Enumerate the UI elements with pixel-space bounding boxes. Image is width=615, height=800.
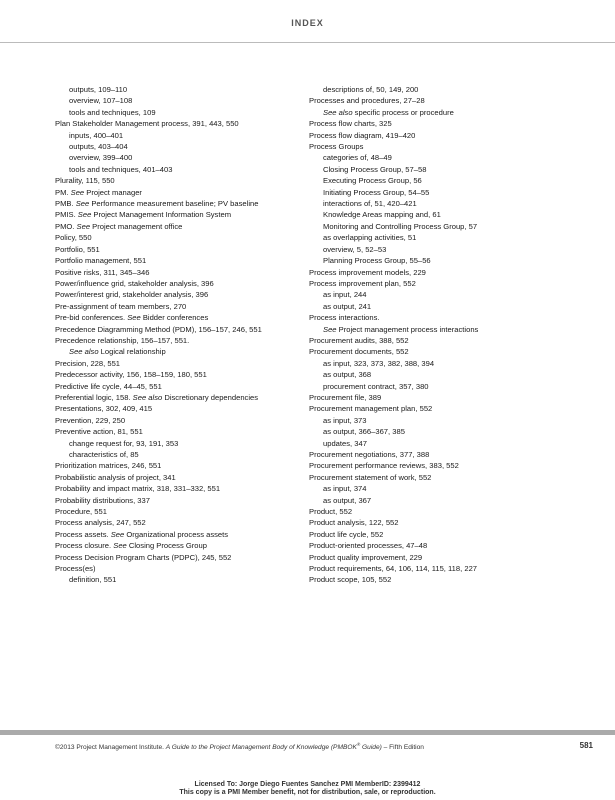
entry-text: Product, 552 [309,507,353,517]
index-entry [55,301,305,312]
entry-text: Plurality, 115, 550 [55,176,115,186]
index-entry [55,472,305,483]
entry-text: Discretionary dependencies [162,392,259,402]
index-entry [55,198,305,209]
entry-text: Product-oriented processes, 47–48 [309,541,428,551]
entry-text: Preventive action, 81, 551 [55,427,143,437]
index-entry [55,403,305,414]
copyright-edition: – Fifth Edition [381,744,424,752]
index-entry [55,483,305,494]
entry-text: as input, 244 [323,290,367,300]
index-entry [309,289,599,300]
entry-text: overview, 5, 52–53 [323,244,387,254]
entry-text: Closing Process Group [126,541,207,551]
index-entry [55,175,305,186]
index-entry [55,312,305,323]
index-entry [55,232,305,243]
entry-text: Process flow charts, 325 [309,119,392,129]
entry-text: Plan Stakeholder Management process, 391, 443, 550 [55,119,239,129]
index-entry [309,495,599,506]
index-entry [309,198,599,209]
index-entry [55,574,305,585]
index-entry [309,221,599,232]
index-entry [55,187,305,198]
index-entry [55,358,305,369]
entry-text: Process analysis, 247, 552 [55,518,146,528]
entry-text: as output, 366–367, 385 [323,427,405,437]
index-entry [309,529,599,540]
entry-text: Probability and impact matrix, 318, 331–332, 551 [55,484,221,494]
entry-text: Project management office [90,221,183,231]
index-entry [55,278,305,289]
entry-text: Product scope, 105, 552 [309,575,392,585]
index-entry [55,141,305,152]
footer-rule [0,730,615,735]
index-entry [55,95,305,106]
entry-text: Predictive life cycle, 44–45, 551 [55,381,162,391]
entry-text: Product analysis, 122, 552 [309,518,399,528]
entry-text: Presentations, 302, 409, 415 [55,404,153,414]
index-entry [55,540,305,551]
cross-reference-term: See [110,529,125,539]
entry-text: Process Groups [309,142,364,152]
index-entry [309,232,599,243]
entry-text: Power/interest grid, stakeholder analysis, 396 [55,290,209,300]
index-entry [55,369,305,380]
entry-text: Prioritization matrices, 246, 551 [55,461,162,471]
entry-text: Process assets. [55,529,111,539]
index-entry [309,540,599,551]
cross-reference-term: See [77,210,92,220]
entry-text: Project manager [84,187,142,197]
entry-text: characteristics of, 85 [69,450,139,459]
entry-text: Project management process interactions [336,324,479,334]
index-entry [55,209,305,220]
index-entry [55,118,305,129]
index-entry [55,460,305,471]
index-entry [309,278,599,289]
entry-text: Prevention, 229, 250 [55,415,126,425]
entry-text: as input, 323, 373, 382, 388, 394 [323,358,435,368]
index-entry [309,255,599,266]
index-entry [309,84,599,95]
index-entry [55,255,305,266]
index-entry [55,346,305,357]
entry-text: Procurement file, 389 [309,392,382,402]
entry-text: Monitoring and Controlling Process Group, 57 [323,221,478,231]
entry-text: Positive risks, 311, 345–346 [55,267,150,277]
entry-text: Pre-assignment of team members, 270 [55,301,187,311]
entry-text: Precedence relationship, 156–157, 551. [55,335,190,345]
index-entry [55,381,305,392]
entry-text: descriptions of, 50, 149, 200 [323,85,419,94]
index-entry [309,187,599,198]
entry-text: Processes and procedures, 27–28 [309,96,425,106]
entry-text: Procurement performance reviews, 383, 552 [309,461,459,471]
index-entry [309,472,599,483]
entry-text: Probabilistic analysis of project, 341 [55,472,176,482]
cross-reference-term: See [75,199,90,209]
entry-text: Procurement management plan, 552 [309,404,433,414]
index-entry [55,517,305,528]
index-entry [309,301,599,312]
entry-text: Closing Process Group, 57–58 [323,164,427,174]
entry-text: PMO. [55,221,77,231]
index-entry [309,460,599,471]
index-entry [55,529,305,540]
index-entry [309,552,599,563]
index-entry [55,415,305,426]
index-entry [309,209,599,220]
entry-text: tools and techniques, 109 [69,107,156,117]
entry-text: Procurement documents, 552 [309,347,409,357]
index-entry [55,392,305,403]
index-entry [55,164,305,175]
index-entry [309,506,599,517]
footer-copyright [55,742,424,751]
index-entry [55,438,305,449]
copyright-book-title: A Guide to the Project Management Body of Knowledge (PMBOK® Guide) [165,742,382,752]
entry-text: overview, 399–400 [69,153,133,163]
cross-reference-term: See also [132,392,163,402]
entry-text: updates, 347 [323,438,367,448]
page-number: 581 [579,741,593,750]
index-entry [55,84,305,95]
entry-text: Preferential logic, 158. [55,392,133,402]
cross-reference-term: See also [69,347,99,357]
index-entry [309,381,599,392]
index-entry [55,563,305,574]
index-entry [309,438,599,449]
index-entry [309,324,599,335]
entry-text: Probability distributions, 337 [55,495,150,505]
entry-text: Portfolio management, 551 [55,256,147,266]
entry-text: as output, 368 [323,370,372,380]
index-entry [55,221,305,232]
copyright-prefix: ©2013 Project Management Institute. [55,744,166,752]
entry-text: as input, 374 [323,484,367,494]
entry-text: Procedure, 551 [55,507,107,517]
index-entry [309,141,599,152]
index-entry [55,552,305,563]
entry-text: inputs, 400–401 [69,130,124,140]
index-entry [309,574,599,585]
index-entry [309,369,599,380]
entry-text: categories of, 48–49 [323,153,392,163]
entry-text: PM. [55,187,71,197]
index-entry [55,449,305,460]
entry-text: as output, 367 [323,495,372,505]
index-entry [309,335,599,346]
entry-text: Process improvement models, 229 [309,267,426,277]
entry-text: Process flow diagram, 419–420 [309,130,416,140]
entry-text: Pre-bid conferences. [55,313,128,323]
entry-text: Procurement statement of work, 552 [309,472,432,482]
index-entry [309,175,599,186]
index-column-left [55,84,305,586]
index-entry [309,403,599,414]
entry-text: Project Management Information System [91,210,232,220]
cross-reference-term: See [113,541,127,551]
entry-text: as overlapping activities, 51 [323,233,417,243]
entry-text: overview, 107–108 [69,96,133,106]
entry-text: specific process or procedure [352,107,454,117]
entry-text: Portfolio, 551 [55,244,100,254]
index-entry [309,164,599,175]
index-entry [55,289,305,300]
license-line-2: This copy is a PMI Member benefit, not for distribution, sale, or reproduction. [179,789,436,796]
index-entry [309,426,599,437]
header-rule [0,42,615,43]
index-entry [309,483,599,494]
entry-text: interactions of, 51, 420–421 [323,199,417,209]
index-entry [309,517,599,528]
index-entry [55,426,305,437]
entry-text: Initiating Process Group, 54–55 [323,187,430,197]
entry-text: Process interactions. [309,313,380,323]
entry-text: PMIS. [55,210,78,220]
index-entry [309,358,599,369]
license-notice [0,781,615,797]
entry-text: procurement contract, 357, 380 [323,381,429,391]
page-header-title: INDEX [291,18,324,28]
entry-text: change request for, 93, 191, 353 [69,438,179,448]
entry-text: Organizational process assets [124,529,229,539]
index-entry [55,244,305,255]
entry-text: Planning Process Group, 55–56 [323,256,431,266]
entry-text: Knowledge Areas mapping and, 61 [323,210,441,220]
cross-reference-term: See [323,324,337,334]
entry-text: outputs, 109–110 [69,85,128,94]
entry-text: Process improvement plan, 552 [309,278,416,288]
index-entry [55,267,305,278]
entry-text: as output, 241 [323,301,372,311]
cross-reference-term: See [70,187,85,197]
entry-text: Precision, 228, 551 [55,358,121,368]
entry-text: Bidder conferences [140,313,209,323]
index-entry [309,449,599,460]
index-entry [309,312,599,323]
entry-text: Process Decision Program Charts (PDPC), 245, 552 [55,552,232,562]
entry-text: Executing Process Group, 56 [323,176,422,186]
entry-text: Procurement negotiations, 377, 388 [309,450,430,459]
index-entry [309,130,599,141]
index-entry [309,346,599,357]
entry-text: Procurement audits, 388, 552 [309,335,409,345]
index-entry [309,95,599,106]
entry-text: tools and techniques, 401–403 [69,164,173,174]
entry-text: Product requirements, 64, 106, 114, 115, 118, 227 [309,564,478,574]
entry-text: Performance measurement baseline; PV baseline [89,199,259,209]
index-entry [309,563,599,574]
entry-text: Logical relationship [98,347,166,357]
entry-text: Process(es) [55,564,96,574]
index-entry [309,152,599,163]
entry-text: PMB. [55,199,76,209]
entry-text: Product life cycle, 552 [309,529,384,539]
index-entry [55,506,305,517]
index-entry [309,118,599,129]
index-entry [55,107,305,118]
entry-text: Power/influence grid, stakeholder analysis, 396 [55,278,214,288]
entry-text: Predecessor activity, 156, 158–159, 180, 551 [55,370,207,380]
index-entry [55,495,305,506]
index-entry [55,335,305,346]
index-entry [309,244,599,255]
entry-text: definition, 551 [69,575,117,585]
entry-text: Process closure. [55,541,114,551]
cross-reference-term: See [76,221,91,231]
index-entry [55,152,305,163]
index-column-right [309,84,599,586]
index-entry [309,107,599,118]
cross-reference-term: See [127,313,141,323]
index-entry [309,415,599,426]
index-entry [55,130,305,141]
entry-text: Precedence Diagramming Method (PDM), 156–157, 246, 551 [55,324,262,334]
cross-reference-term: See also [323,107,353,117]
entry-text: as input, 373 [323,415,367,425]
entry-text: Policy, 550 [55,233,92,243]
entry-text: outputs, 403–404 [69,142,128,152]
index-entry [309,392,599,403]
license-line-1: Licensed To: Jorge Diego Fuentes Sanchez PMI MemberID: 2399412 [194,781,421,788]
entry-text: Product quality improvement, 229 [309,552,423,562]
index-entry [55,324,305,335]
index-entry [309,267,599,278]
